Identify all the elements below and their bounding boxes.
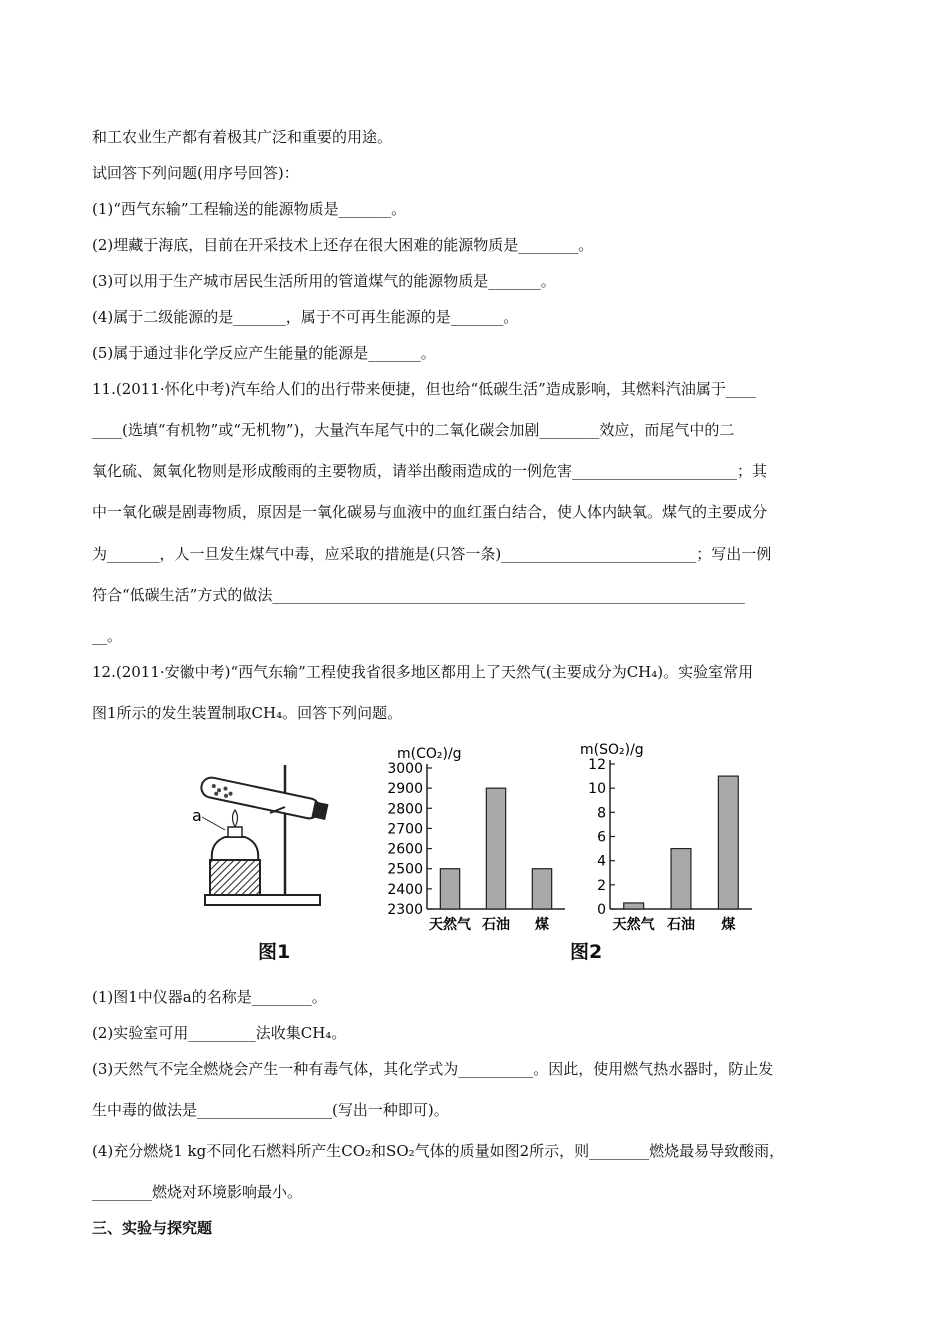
y-tick-label: 2 bbox=[597, 877, 606, 894]
y-tick-label: 10 bbox=[588, 781, 606, 798]
question-11-line-2: ____(选填“有机物”或“无机物”)，大量汽车尾气中的二氧化碳会加剧________效应，而尾气中的二 bbox=[92, 421, 735, 439]
question-12-3-line-2: 生中毒的做法是__________________(写出一种即可)。 bbox=[92, 1101, 449, 1119]
y-tick-label: 6 bbox=[597, 829, 606, 846]
question-11-line-4: 中一氧化碳是剧毒物质，原因是一氧化碳易与血液中的血红蛋白结合，使人体内缺氧。煤气的主要成分 bbox=[92, 503, 768, 521]
question-12-line-1: 12.(2011·安徽中考)“西气东输”工程使我省很多地区都用上了天然气(主要成分为CH₄)。实验室常用 bbox=[92, 663, 754, 681]
figure2-caption: 图2 bbox=[570, 941, 603, 963]
question-10-4: (4)属于二级能源的是_______，属于不可再生能源的是_______。 bbox=[92, 308, 519, 326]
y-tick-label: 2800 bbox=[387, 801, 423, 818]
y-tick-label: 0 bbox=[597, 902, 606, 918]
question-10-2: (2)埋藏于海底，目前在开采技术上还存在很大困难的能源物质是________。 bbox=[92, 236, 594, 254]
y-tick-label: 2500 bbox=[387, 861, 423, 878]
y-tick-label: 2400 bbox=[387, 881, 423, 898]
y-tick-label: 12 bbox=[588, 757, 606, 773]
y-tick-label: 8 bbox=[597, 805, 606, 822]
bar bbox=[532, 869, 551, 909]
bar bbox=[440, 869, 459, 909]
figure1-caption: 图1 bbox=[258, 941, 291, 963]
question-12-1: (1)图1中仪器a的名称是________。 bbox=[92, 988, 327, 1006]
question-11-line-7: __。 bbox=[92, 627, 123, 645]
x-category-label: 煤 bbox=[535, 917, 549, 933]
x-category-label: 石油 bbox=[482, 917, 510, 933]
label-a: a bbox=[192, 806, 202, 825]
y-tick-label: 2700 bbox=[387, 821, 423, 838]
question-11-line-6: 符合“低碳生活”方式的做法_______________________________________________________________ bbox=[92, 586, 745, 604]
bar bbox=[671, 849, 691, 909]
y-tick-label: 4 bbox=[597, 853, 606, 870]
chart-co2 bbox=[355, 738, 570, 938]
question-10-5: (5)属于通过非化学反应产生能量的能源是_______。 bbox=[92, 344, 436, 362]
question-11-line-3: 氧化硫、氮氧化物则是形成酸雨的主要物质，请举出酸雨造成的一例危害______________________；其 bbox=[92, 462, 768, 480]
bar bbox=[718, 776, 738, 909]
chart-so2 bbox=[580, 738, 760, 938]
y-tick-label: 3000 bbox=[387, 761, 423, 777]
section-heading: 三、实验与探究题 bbox=[92, 1219, 213, 1237]
x-category-label: 天然气 bbox=[429, 917, 471, 933]
y-axis-label: m(CO₂)/g bbox=[397, 746, 462, 762]
text-line-2: 试回答下列问题(用序号回答)： bbox=[92, 164, 299, 182]
question-10-3: (3)可以用于生产城市居民生活所用的管道煤气的能源物质是_______。 bbox=[92, 272, 556, 290]
question-12-2: (2)实验室可用_________法收集CH₄。 bbox=[92, 1024, 347, 1042]
figure1-apparatus bbox=[190, 755, 340, 915]
bar bbox=[624, 903, 644, 909]
question-10-1: (1)“西气东输”工程输送的能源物质是_______。 bbox=[92, 200, 407, 218]
question-11-line-5: 为_______，人一旦发生煤气中毒，应采取的措施是(只答一条)__________________________；写出一例 bbox=[92, 545, 772, 563]
y-tick-label: 2900 bbox=[387, 781, 423, 798]
x-category-label: 石油 bbox=[667, 917, 695, 933]
bar bbox=[486, 788, 505, 909]
x-category-label: 煤 bbox=[721, 917, 736, 933]
y-tick-label: 2600 bbox=[387, 841, 423, 858]
question-12-3-line-1: (3)天然气不完全燃烧会产生一种有毒气体，其化学式为__________。因此，使用燃气热水器时，防止发 bbox=[92, 1060, 774, 1078]
y-tick-label: 2300 bbox=[387, 902, 423, 918]
question-11-line-1: 11.(2011·怀化中考)汽车给人们的出行带来便捷，但也给“低碳生活”造成影响，其燃料汽油属于____ bbox=[92, 380, 756, 398]
question-12-4-line-1: (4)充分燃烧1 kg不同化石燃料所产生CO₂和SO₂气体的质量如图2所示，则________燃烧最易导致酸雨， bbox=[92, 1142, 785, 1160]
x-category-label: 天然气 bbox=[612, 917, 655, 933]
question-12-line-2: 图1所示的发生装置制取CH₄。回答下列问题。 bbox=[92, 704, 403, 722]
question-12-4-line-2: ________燃烧对环境影响最小。 bbox=[92, 1183, 303, 1201]
text-line-1: 和工农业生产都有着极其广泛和重要的用途。 bbox=[92, 128, 393, 146]
y-axis-label: m(SO₂)/g bbox=[580, 742, 644, 758]
